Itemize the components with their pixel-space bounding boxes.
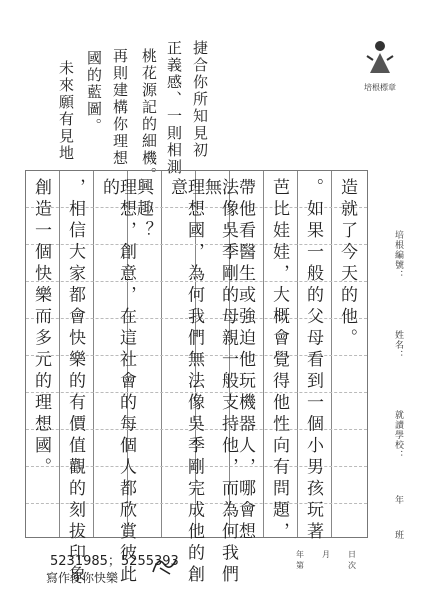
teacher-note-3: 桃花源記的細機。 (140, 48, 158, 184)
teacher-note-5: 國的藍圖。 (85, 50, 103, 135)
essay-column-9: ，相信大家都會快樂的有價值觀的刻拔印象 (65, 178, 85, 587)
sidebar-label-year: 年 (393, 495, 403, 505)
bottom-label-number: 第 (296, 561, 304, 570)
teacher-note-6: 未來願有見地 (57, 60, 75, 162)
teacher-note-4: 再則建構你理想 (111, 48, 129, 167)
essay-column-8: 理想，創意，在這社會的每個人都欣賞彼此的 (99, 178, 136, 587)
essay-column-7: 興趣？ (133, 178, 153, 243)
bottom-label-day: 日 (348, 550, 356, 559)
bottom-label-year: 年 (296, 550, 304, 559)
sidebar-label-id: 培根編號： (393, 230, 403, 280)
sidebar-label-class: 班 (393, 530, 403, 540)
peigen-logo-icon (365, 38, 395, 78)
essay-column-3: 芭比娃娃，大概會覺得他性向有問題， (269, 178, 289, 544)
bottom-label-times: 次 (348, 561, 356, 570)
sidebar-label-school: 就讀學校： (393, 410, 403, 460)
sidebar-label-name: 姓名： (393, 330, 403, 360)
essay-column-6: 理想國，為何我們無法像吳季剛完成他的創意 (167, 178, 204, 587)
teacher-signature-icon (150, 552, 180, 578)
footer-caption: 寫作使你快樂 (46, 571, 119, 585)
bottom-label-month: 月 (322, 550, 330, 559)
essay-column-4: 帶他看醫生或強迫他玩機器人，哪會想 (235, 178, 255, 544)
essay-column-10: 創造一個快樂而多元的理想國。 (31, 178, 51, 479)
teacher-note-1: 捷合你所知見初 (191, 40, 209, 159)
logo-caption: 培根標章 (364, 83, 396, 92)
essay-column-5: 法像吳季剛的母親一般支持他，而為何我們無 (201, 178, 238, 587)
footer-code: 5231985；5255393 (50, 554, 179, 569)
essay-column-1: 造就了今天的他。 (337, 178, 357, 350)
essay-column-2: 。如果一般的父母看到一個小男孩玩著 (303, 178, 323, 544)
teacher-note-2: 正義感、一則相測 (165, 40, 183, 176)
